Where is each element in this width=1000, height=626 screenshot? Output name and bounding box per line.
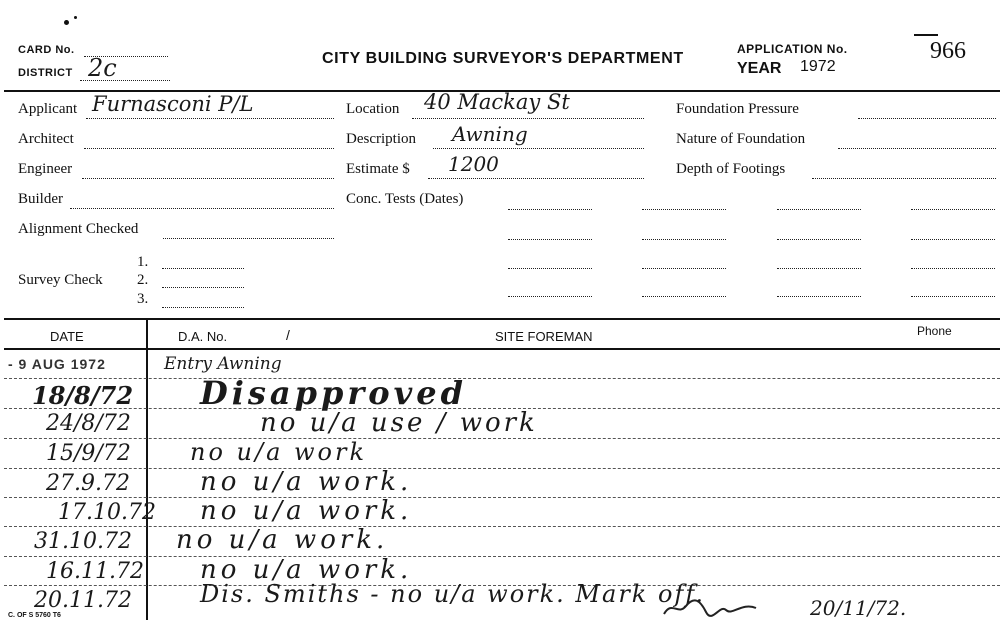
builder-line xyxy=(70,208,334,209)
log-row-line xyxy=(4,378,1000,379)
description-value: Awning xyxy=(452,122,528,146)
conc-test-line xyxy=(911,209,995,210)
conc-test-line xyxy=(508,296,592,297)
applicant-value: Furnasconi P/L xyxy=(92,92,254,116)
number-dash xyxy=(914,34,938,36)
location-line xyxy=(412,118,644,119)
entry-date: 31.10.72 xyxy=(34,529,132,554)
conc-test-line xyxy=(508,268,592,269)
survey-num-2: 2. xyxy=(137,272,149,288)
architect-label: Architect xyxy=(18,131,74,147)
da-separator: / xyxy=(286,327,290,343)
foundation-pressure-line xyxy=(858,118,996,119)
entry-note: Entry Awning xyxy=(164,354,282,374)
log-row-line xyxy=(4,438,1000,439)
architect-line xyxy=(84,148,334,149)
conc-test-line xyxy=(642,239,726,240)
applicant-line xyxy=(86,118,334,119)
builder-label: Builder xyxy=(18,191,63,207)
estimate-line xyxy=(428,178,644,179)
district-value: 2c xyxy=(88,54,117,82)
foundation-pressure-label: Foundation Pressure xyxy=(676,101,799,117)
alignment-line xyxy=(163,238,334,239)
conc-test-line xyxy=(642,268,726,269)
entry-date: 27.9.72 xyxy=(46,471,130,496)
nature-foundation-label: Nature of Foundation xyxy=(676,131,806,147)
conc-test-line xyxy=(911,296,995,297)
conc-tests-label: Conc. Tests (Dates) xyxy=(346,191,464,207)
conc-test-line xyxy=(508,209,592,210)
alignment-label: Alignment Checked xyxy=(18,221,139,237)
conc-test-line xyxy=(911,268,995,269)
estimate-value: 1200 xyxy=(448,152,499,176)
entry-note: no u/a work. xyxy=(200,467,413,497)
conc-test-line xyxy=(911,239,995,240)
description-line xyxy=(433,148,644,149)
conc-test-line xyxy=(508,239,592,240)
survey-line-1 xyxy=(162,268,244,269)
entry-date: 18/8/72 xyxy=(32,381,134,410)
entry-note: no u/a work. xyxy=(200,496,413,526)
entry-date: 15/9/72 xyxy=(46,441,131,466)
entry-note: no u/a work. xyxy=(200,555,413,585)
conc-test-line xyxy=(642,209,726,210)
survey-line-2 xyxy=(162,287,244,288)
location-value: 40 Mackay St xyxy=(424,90,570,114)
signature-date: 20/11/72. xyxy=(810,596,907,620)
conc-test-line xyxy=(777,209,861,210)
da-header: D.A. No. xyxy=(178,329,228,344)
year-value: 1972 xyxy=(800,58,836,75)
log-row-line xyxy=(4,497,1000,498)
description-label: Description xyxy=(346,131,416,147)
application-no-label: APPLICATION No. xyxy=(737,42,848,56)
engineer-line xyxy=(82,178,334,179)
card-no-label: CARD No. xyxy=(18,44,75,56)
year-label: YEAR xyxy=(737,60,782,77)
application-number: 966 xyxy=(930,38,966,64)
log-top-rule xyxy=(4,318,1000,320)
survey-num-3: 3. xyxy=(137,291,149,307)
entry-date: 16.11.72 xyxy=(46,559,144,584)
conc-test-line xyxy=(777,268,861,269)
entry-date: 24/8/72 xyxy=(46,411,131,436)
entry-note: no u/a work. xyxy=(176,525,389,555)
date-header: DATE xyxy=(50,329,84,344)
ink-dot xyxy=(64,20,69,25)
location-label: Location xyxy=(346,101,400,117)
entry-date: 17.10.72 xyxy=(58,500,156,525)
depth-footings-line xyxy=(812,178,996,179)
entry-note: Dis. Smiths - no u/a work. Mark off. xyxy=(200,580,705,608)
depth-footings-label: Depth of Footings xyxy=(676,161,786,177)
engineer-label: Engineer xyxy=(18,161,73,177)
signature-scribble xyxy=(660,596,760,620)
district-label: DISTRICT xyxy=(18,67,73,79)
ink-dot xyxy=(74,16,77,19)
log-row-line xyxy=(4,468,1000,469)
entry-date-stamp: - 9 AUG 1972 xyxy=(8,356,106,372)
phone-header: Phone xyxy=(917,324,952,338)
survey-check-label: Survey Check xyxy=(18,272,103,288)
date-column-divider xyxy=(146,318,148,620)
entry-date: 20.11.72 xyxy=(34,588,132,613)
survey-num-1: 1. xyxy=(137,254,149,270)
conc-test-line xyxy=(642,296,726,297)
entry-note: no u/a work xyxy=(190,438,368,466)
estimate-label: Estimate $ xyxy=(346,161,410,177)
conc-test-line xyxy=(777,296,861,297)
nature-foundation-line xyxy=(838,148,996,149)
log-header-rule xyxy=(4,348,1000,350)
survey-line-3 xyxy=(162,307,244,308)
site-foreman-header: SITE FOREMAN xyxy=(495,329,593,344)
applicant-label: Applicant xyxy=(18,101,78,117)
conc-test-line xyxy=(777,239,861,240)
form-code: C. OF S 5760 T6 xyxy=(8,612,61,619)
entry-note: Disapproved xyxy=(200,374,467,412)
log-row-line xyxy=(4,556,1000,557)
page-title: CITY BUILDING SURVEYOR'S DEPARTMENT xyxy=(322,50,684,67)
entry-note: no u/a use / work xyxy=(260,408,538,438)
log-row-line xyxy=(4,526,1000,527)
